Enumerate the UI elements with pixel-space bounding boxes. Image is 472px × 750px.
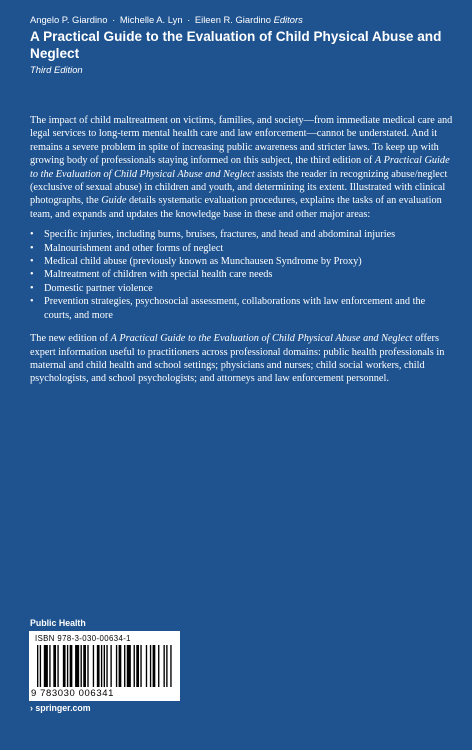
topic-list — [30, 228, 454, 322]
barcode-bar — [81, 645, 82, 687]
barcode-bar — [101, 645, 102, 687]
editor-name: Michelle A. Lyn — [119, 14, 183, 25]
list-item — [30, 282, 454, 295]
list-item — [30, 255, 454, 268]
closing-text: The new edition of — [30, 333, 111, 345]
bullet-icon: • — [30, 269, 34, 281]
publisher-website[interactable]: › springer.com — [30, 703, 91, 713]
barcode-bar — [97, 645, 100, 687]
barcode-bar — [134, 645, 135, 687]
bullet-icon: • — [30, 296, 34, 308]
intro-text: assists the reader in recognizing abuse/neglect (exclusive of sexual abuse) in children and youth, and determining its extent. Illustrated with clinical photographs, the — [30, 168, 448, 207]
barcode-bar — [104, 645, 105, 687]
closing-paragraph — [30, 332, 454, 386]
barcode-bar — [87, 645, 88, 687]
intro-book-title: A Practical Guide to the Evaluation of Child Physical Abuse and Neglect — [30, 155, 450, 180]
barcode-bar — [166, 645, 167, 687]
barcode-bar — [44, 645, 48, 687]
closing-book-title: A Practical Guide to the Evaluation of Child Physical Abuse and Neglect — [110, 333, 413, 345]
list-item-text: Medical child abuse (previously known as Munchausen Syndrome by Proxy) — [44, 256, 362, 268]
barcode-bar — [106, 645, 107, 687]
barcode-bar — [136, 645, 139, 687]
subject-category: Public Health — [30, 618, 86, 628]
description — [30, 114, 454, 386]
list-item — [30, 228, 454, 241]
intro-text: The impact of child maltreatment on victims, families, and society—from immediate medical care and legal services to long-term mental health care and law enforcement—cannot be understated. And it remains a severe problem in spite of increasing public awareness and stricter laws. To keep up with growing body of professionals staying informed on this subject, the third edition of — [30, 115, 453, 167]
closing-text: offers expert information useful to practitioners across professional domains: public health professionals in maternal and child health and school settings; physicians and nurses; child social workers, child psychologists, and school psychologists; and attorneys and law enforcement personnel. — [30, 333, 445, 385]
editor-separator: · — [187, 14, 191, 25]
barcode-bar — [170, 645, 171, 687]
list-item — [30, 268, 454, 281]
barcode-bar — [110, 645, 111, 687]
barcode-bar — [163, 645, 164, 687]
list-item-text: Malnourishment and other forms of neglect — [44, 242, 224, 254]
editor-name: Angelo P. Giardino — [30, 14, 108, 25]
isbn-label: ISBN 978-3-030-00634-1 — [35, 634, 131, 643]
barcode-bar — [93, 645, 94, 687]
guide-word: Guide — [101, 195, 127, 207]
barcode-bar — [57, 645, 58, 687]
barcode-bar — [40, 645, 41, 687]
editors-role: Editors — [273, 14, 303, 25]
barcode-bar — [119, 645, 122, 687]
editor-separator: · — [112, 14, 116, 25]
barcode-bar — [116, 645, 117, 687]
list-item-text: Specific injuries, including burns, bruises, fractures, and head and abdominal injuries — [44, 229, 396, 241]
barcode-bar — [67, 645, 68, 687]
intro-text: details systematic evaluation procedures, explains the tasks of an evaluation team, and expands and updates the knowledge base in these and other major areas: — [30, 195, 442, 220]
barcode-icon — [37, 645, 173, 687]
list-item — [30, 242, 454, 255]
barcode-bar — [75, 645, 79, 687]
intro-paragraph — [30, 114, 454, 221]
barcode-bar — [150, 645, 151, 687]
barcode-bar — [83, 645, 86, 687]
barcode-bar — [124, 645, 125, 687]
barcode-bar — [140, 645, 141, 687]
edition-label: Third Edition — [30, 64, 83, 75]
list-item-text: Domestic partner violence — [44, 282, 153, 294]
barcode-bar — [70, 645, 73, 687]
bullet-icon: • — [30, 282, 34, 294]
barcode-bar — [146, 645, 147, 687]
barcode-bar — [49, 645, 50, 687]
barcode-bar — [63, 645, 66, 687]
barcode-panel — [29, 631, 180, 701]
barcode-bar — [37, 645, 38, 687]
barcode-bar — [53, 645, 56, 687]
list-item-text: Maltreatment of children with special health care needs — [44, 269, 273, 281]
bullet-icon: • — [30, 229, 34, 241]
barcode-bar — [153, 645, 156, 687]
barcode-digits: 9 783030 006341 — [31, 688, 114, 699]
book-title: A Practical Guide to the Evaluation of Child Physical Abuse and Neglect — [30, 29, 442, 61]
bullet-icon: • — [30, 256, 34, 268]
bullet-icon: • — [30, 242, 34, 254]
barcode-bar — [127, 645, 131, 687]
editor-name: Eileen R. Giardino — [194, 14, 271, 25]
list-item-text: Prevention strategies, psychosocial assessment, collaborations with law enforcement and the courts, and more — [44, 296, 426, 321]
list-item — [30, 295, 454, 322]
barcode-bar — [158, 645, 159, 687]
editors-line — [30, 14, 450, 26]
